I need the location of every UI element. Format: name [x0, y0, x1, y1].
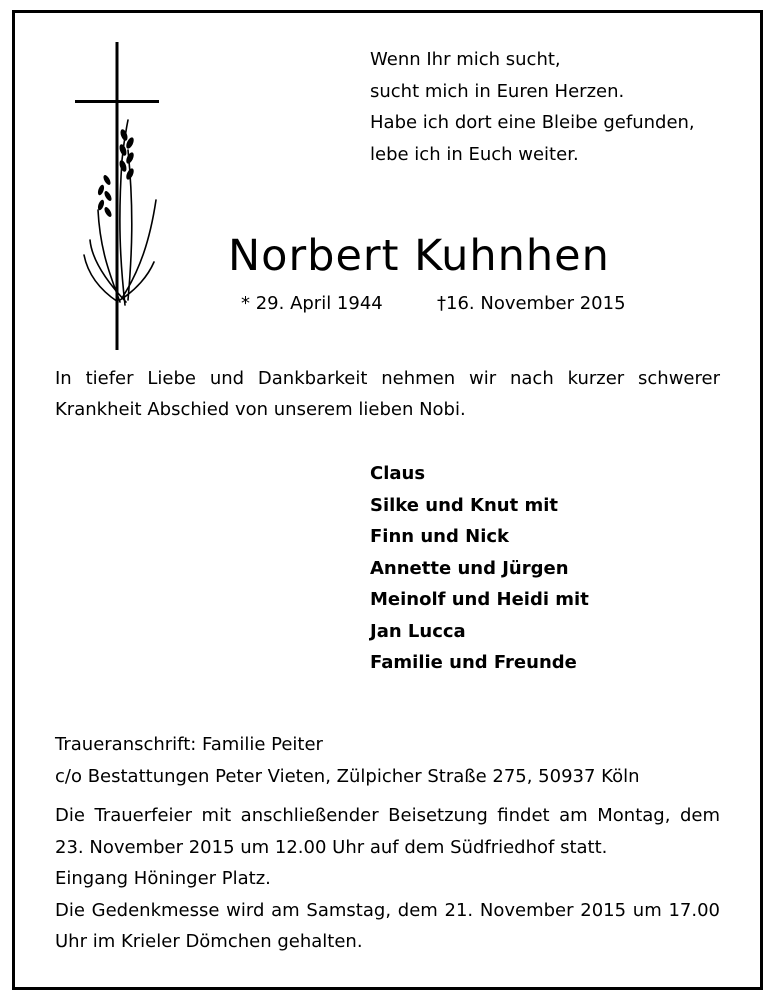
mourning-address	[55, 729, 640, 792]
poem-line: Habe ich dort eine Bleibe gefunden,	[370, 112, 695, 133]
family-list	[370, 458, 589, 679]
family-member: Claus	[370, 463, 426, 484]
funeral-text: Die Trauerfeier mit anschließender Beisetzung findet am Montag, dem 23. November 2015 um 12.00 Uhr auf dem Südfriedhof statt.	[55, 805, 720, 858]
poem-line: Wenn Ihr mich sucht,	[370, 49, 561, 70]
death-date: †16. November 2015	[437, 293, 626, 314]
cross-with-wheat-icon	[70, 40, 170, 352]
family-member: Finn und Nick	[370, 526, 510, 547]
family-member: Annette und Jürgen	[370, 557, 569, 579]
family-member: Meinolf und Heidi mit	[370, 589, 589, 610]
family-member: Jan Lucca	[370, 620, 466, 642]
address-line: c/o Bestattungen Peter Vieten, Zülpicher Straße 275, 50937 Köln	[55, 765, 640, 787]
address-line: Traueranschrift: Familie Peiter	[55, 734, 323, 755]
memorial-mass-text: Die Gedenkmesse wird am Samstag, dem 21. November 2015 um 17.00 Uhr im Krieler Dömchen gehalten.	[55, 899, 720, 952]
poem-line: sucht mich in Euren Herzen.	[370, 80, 625, 102]
family-member: Silke und Knut mit	[370, 494, 559, 516]
poem	[370, 44, 695, 170]
birth-date: * 29. April 1944	[241, 293, 383, 314]
poem-line: lebe ich in Euch weiter.	[370, 143, 579, 165]
entrance-text: Eingang Höninger Platz.	[55, 868, 271, 889]
intro-text: In tiefer Liebe und Dankbarkeit nehmen wir nach kurzer schwerer Krankheit Abschied von unserem lieben Nobi.	[55, 368, 720, 420]
family-member: Familie und Freunde	[370, 652, 577, 673]
funeral-notice	[55, 800, 720, 958]
deceased-name: Norbert Kuhnhen	[228, 231, 610, 281]
